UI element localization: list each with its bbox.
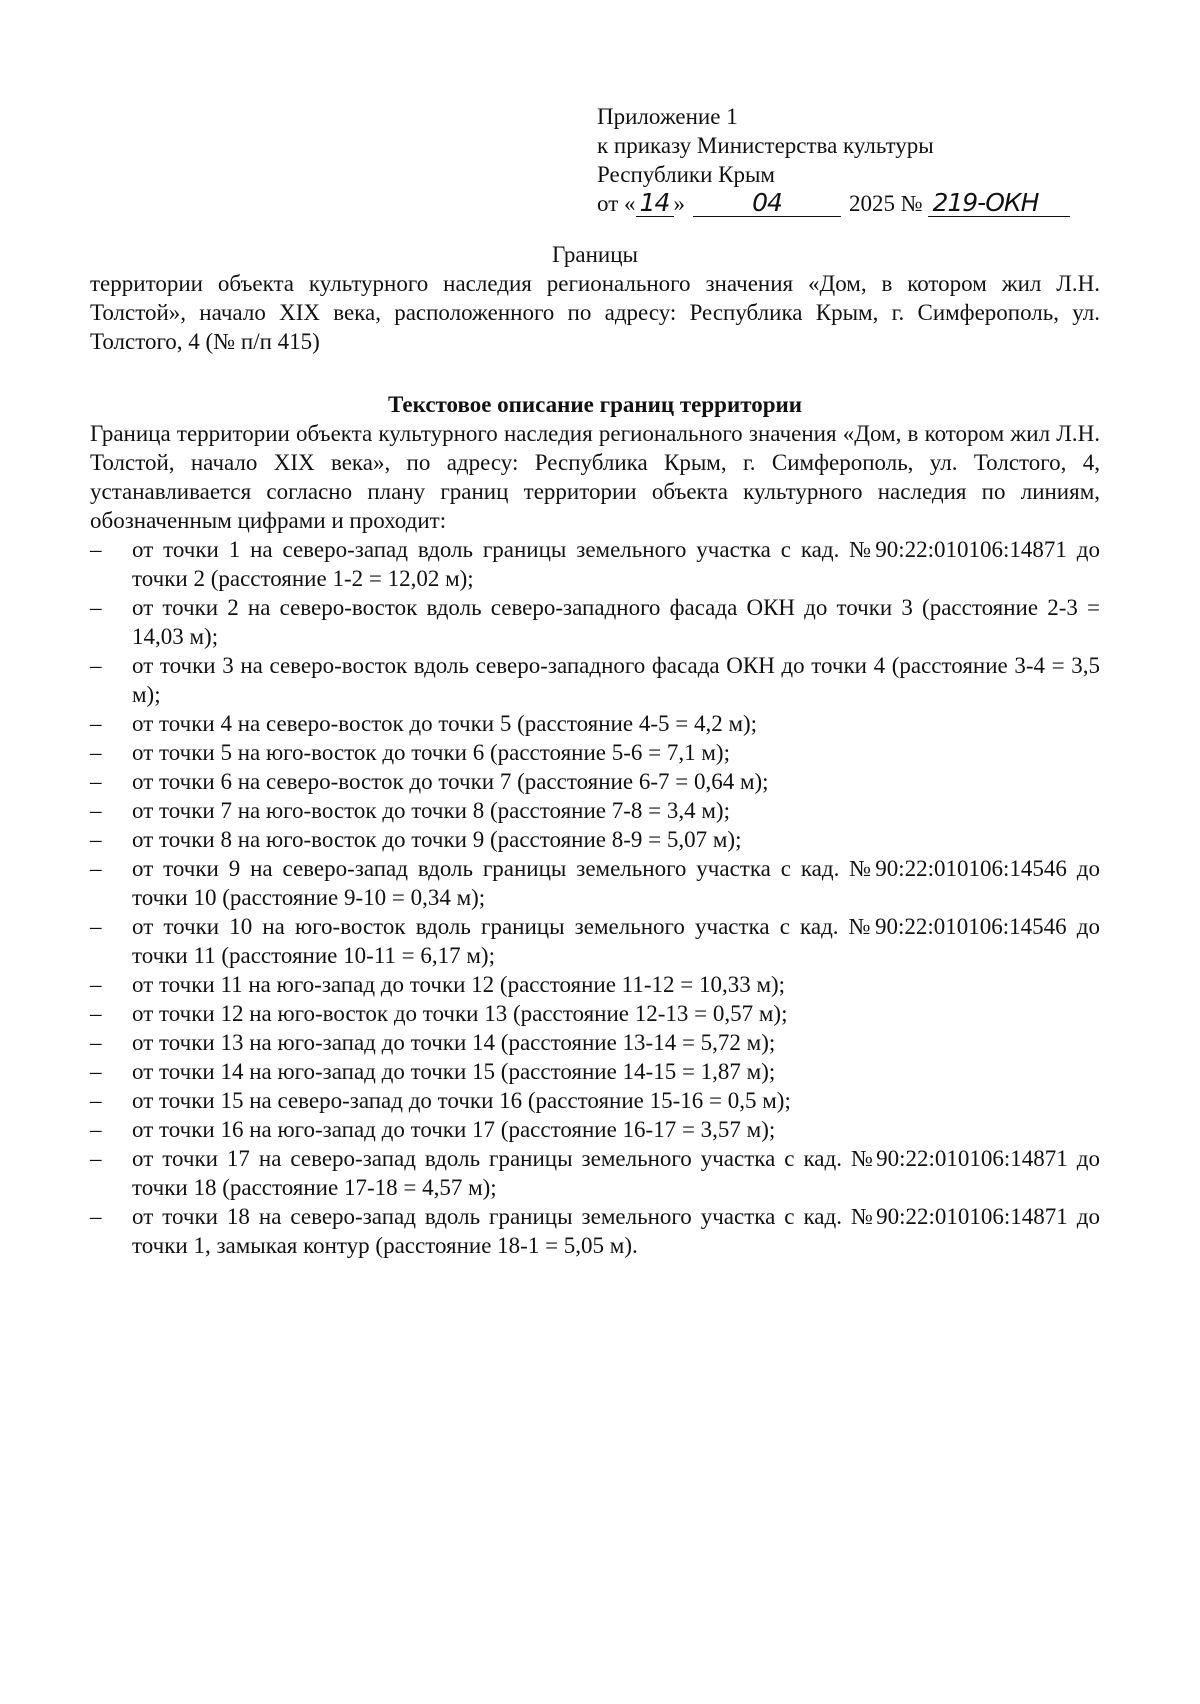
boundary-point-text: от точки 10 на юго-восток вдоль границы земельного участка с кад. №90:22:010106:14546 до точки 11 (расстояние 10-11 = 6,17 м); (132, 914, 1100, 968)
list-dash: – (90, 1030, 102, 1055)
boundary-point-text: от точки 11 на юго-запад до точки 12 (расстояние 11-12 = 10,33 м); (132, 972, 786, 997)
handwritten-month: 04 (693, 190, 841, 217)
list-dash: – (90, 972, 102, 997)
boundary-point-text: от точки 6 на северо-восток до точки 7 (расстояние 6-7 = 0,64 м); (132, 769, 769, 794)
boundary-point-item (90, 970, 1100, 999)
list-dash: – (90, 1001, 102, 1026)
list-dash: – (90, 711, 102, 736)
boundary-point-text: от точки 16 на юго-запад до точки 17 (расстояние 16-17 = 3,57 м); (132, 1117, 776, 1142)
document-subtitle: территории объекта культурного наследия регионального значения «Дом, в котором жил Л.Н. Толстой», начало XIX века, расположенного по адресу: Республика Крым, г. Симферополь, ул. Толстого, 4 (№ п/п 415) (90, 271, 1100, 354)
boundary-point-text: от точки 3 на северо-восток вдоль северо-западного фасада ОКН до точки 4 (расстояние 3-4 = 3,5 м); (132, 653, 1100, 707)
boundary-point-item (90, 999, 1100, 1028)
boundary-point-text: от точки 7 на юго-восток до точки 8 (расстояние 7-8 = 3,4 м); (132, 798, 730, 823)
boundary-point-item (90, 1086, 1100, 1115)
document-body (90, 240, 1100, 1260)
boundary-point-item (90, 651, 1100, 709)
list-dash: – (90, 769, 102, 794)
list-dash: – (90, 798, 102, 823)
list-dash: – (90, 1146, 102, 1171)
boundary-point-item (90, 1028, 1100, 1057)
handwritten-order-number: 219-ОКН (928, 190, 1070, 217)
handwritten-day: 14 (636, 190, 674, 217)
section-title: Текстовое описание границ территории (387, 392, 803, 417)
appendix-line-2: к приказу Министерства культуры (597, 133, 934, 158)
boundary-point-item (90, 709, 1100, 738)
boundary-point-text: от точки 9 на северо-запад вдоль границы земельного участка с кад. №90:22:010106:14546 до точки 10 (расстояние 9-10 = 0,34 м); (132, 856, 1100, 910)
boundary-point-text: от точки 4 на северо-восток до точки 5 (расстояние 4-5 = 4,2 м); (132, 711, 758, 736)
boundary-point-text: от точки 2 на северо-восток вдоль северо-западного фасада ОКН до точки 3 (расстояние 2-3 = 14,03 м); (132, 595, 1100, 649)
date-close: » (673, 191, 685, 216)
boundary-point-text: от точки 17 на северо-запад вдоль границы земельного участка с кад. №90:22:010106:14871 до точки 18 (расстояние 17-18 = 4,57 м); (132, 1146, 1100, 1200)
list-dash: – (90, 595, 102, 620)
boundary-point-text: от точки 15 на северо-запад до точки 16 (расстояние 15-16 = 0,5 м); (132, 1088, 791, 1113)
intro-paragraph: Граница территории объекта культурного наследия регионального значения «Дом, в котором жил Л.Н. Толстой, начало XIX века», по адресу: Республика Крым, г. Симферополь, ул. Толстого, 4, устанавливается согласно плану границ территории объекта культурного наследия по линиям, обозначенным цифрами и проходит: (90, 421, 1100, 533)
document-title: Границы (552, 242, 638, 267)
boundary-point-item (90, 1202, 1100, 1260)
boundary-point-item (90, 535, 1100, 593)
appendix-date-line (597, 189, 1117, 218)
boundary-point-item (90, 1115, 1100, 1144)
boundary-point-item (90, 854, 1100, 912)
boundary-point-text: от точки 12 на юго-восток до точки 13 (расстояние 12-13 = 0,57 м); (132, 1001, 788, 1026)
boundary-points-list (90, 535, 1100, 1260)
list-dash: – (90, 827, 102, 852)
boundary-point-text: от точки 13 на юго-запад до точки 14 (расстояние 13-14 = 5,72 м); (132, 1030, 776, 1055)
boundary-point-item (90, 825, 1100, 854)
list-dash: – (90, 856, 102, 881)
list-dash: – (90, 1204, 102, 1229)
list-dash: – (90, 1117, 102, 1142)
list-dash: – (90, 1088, 102, 1113)
boundary-point-text: от точки 14 на юго-запад до точки 15 (расстояние 14-15 = 1,87 м); (132, 1059, 776, 1084)
appendix-line-1: Приложение 1 (597, 104, 738, 129)
boundary-point-text: от точки 1 на северо-запад вдоль границы земельного участка с кад. №90:22:010106:14871 до точки 2 (расстояние 1-2 = 12,02 м); (132, 537, 1100, 591)
list-dash: – (90, 1059, 102, 1084)
date-prefix: от « (597, 191, 636, 216)
boundary-point-item (90, 767, 1100, 796)
boundary-point-text: от точки 5 на юго-восток до точки 6 (расстояние 5-6 = 7,1 м); (132, 740, 730, 765)
boundary-point-item (90, 1057, 1100, 1086)
year-and-number-label: 2025 № (849, 191, 923, 216)
list-dash: – (90, 740, 102, 765)
boundary-point-item (90, 738, 1100, 767)
list-dash: – (90, 653, 102, 678)
boundary-point-item (90, 593, 1100, 651)
boundary-point-text: от точки 8 на юго-восток до точки 9 (расстояние 8-9 = 5,07 м); (132, 827, 742, 852)
appendix-line-3: Республики Крым (597, 162, 775, 187)
boundary-point-item (90, 1144, 1100, 1202)
boundary-point-item (90, 796, 1100, 825)
list-dash: – (90, 914, 102, 939)
appendix-header (597, 102, 1117, 218)
list-dash: – (90, 537, 102, 562)
boundary-point-text: от точки 18 на северо-запад вдоль границы земельного участка с кад. №90:22:010106:14871 до точки 1, замыкая контур (расстояние 18-1 = 5,05 м). (132, 1204, 1100, 1258)
boundary-point-item (90, 912, 1100, 970)
